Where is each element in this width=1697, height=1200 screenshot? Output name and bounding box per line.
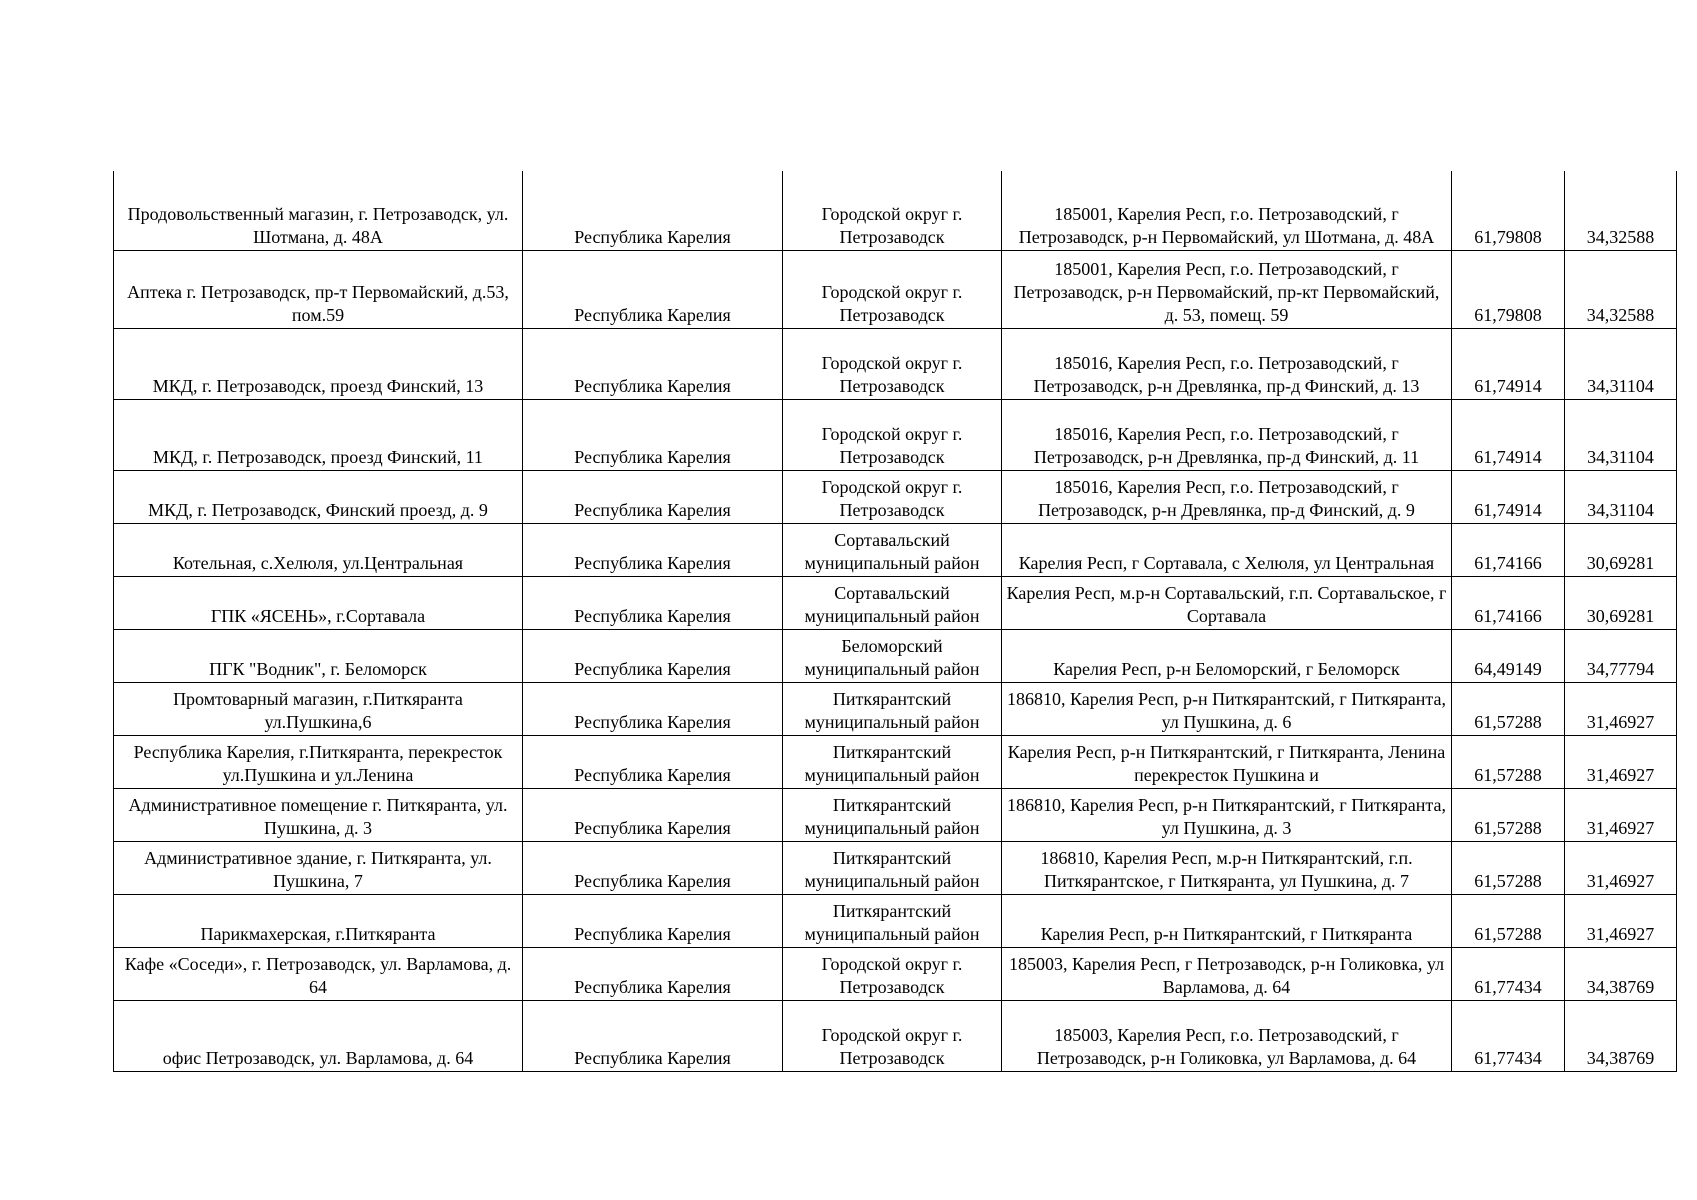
object-name-cell: офис Петрозаводск, ул. Варламова, д. 64: [114, 1000, 523, 1071]
latitude-cell: 61,74914: [1452, 470, 1565, 523]
latitude-cell: 61,74914: [1452, 328, 1565, 399]
address-cell: 185003, Карелия Респ, г.о. Петрозаводский, г Петрозаводск, р-н Голиковка, ул Варламова, д. 64: [1002, 1000, 1452, 1071]
latitude-cell: 61,79808: [1452, 250, 1565, 328]
address-cell: 185001, Карелия Респ, г.о. Петрозаводский, г Петрозаводск, р-н Первомайский, ул Шотмана, д. 48А: [1002, 171, 1452, 250]
object-name-cell: Котельная, с.Хелюля, ул.Центральная: [114, 523, 523, 576]
longitude-cell: 30,69281: [1565, 576, 1677, 629]
district-cell: Городской округ г. Петрозаводск: [783, 171, 1002, 250]
district-cell: Питкярантский муниципальный район: [783, 735, 1002, 788]
object-name-cell: Промтоварный магазин, г.Питкяранта ул.Пушкина,6: [114, 682, 523, 735]
table-row: [114, 399, 1677, 470]
table-row: [114, 470, 1677, 523]
address-cell: Карелия Респ, г Сортавала, с Хелюля, ул Центральная: [1002, 523, 1452, 576]
district-cell: Городской округ г. Петрозаводск: [783, 947, 1002, 1000]
district-cell: Сортавальский муниципальный район: [783, 523, 1002, 576]
address-cell: 185016, Карелия Респ, г.о. Петрозаводский, г Петрозаводск, р-н Древлянка, пр-д Финский, д. 9: [1002, 470, 1452, 523]
district-cell: Городской округ г. Петрозаводск: [783, 250, 1002, 328]
district-cell: Городской округ г. Петрозаводск: [783, 1000, 1002, 1071]
region-cell: Республика Карелия: [523, 682, 783, 735]
object-name-cell: Аптека г. Петрозаводск, пр-т Первомайский, д.53, пом.59: [114, 250, 523, 328]
table-row: [114, 629, 1677, 682]
address-cell: Карелия Респ, р-н Питкярантский, г Питкяранта: [1002, 894, 1452, 947]
region-cell: Республика Карелия: [523, 841, 783, 894]
district-cell: Питкярантский муниципальный район: [783, 682, 1002, 735]
address-cell: Карелия Респ, р-н Питкярантский, г Питкяранта, Ленина перекресток Пушкина и: [1002, 735, 1452, 788]
address-cell: 185003, Карелия Респ, г Петрозаводск, р-н Голиковка, ул Варламова, д. 64: [1002, 947, 1452, 1000]
district-cell: Сортавальский муниципальный район: [783, 576, 1002, 629]
region-cell: Республика Карелия: [523, 171, 783, 250]
longitude-cell: 34,32588: [1565, 171, 1677, 250]
region-cell: Республика Карелия: [523, 788, 783, 841]
longitude-cell: 34,32588: [1565, 250, 1677, 328]
table-row: [114, 894, 1677, 947]
address-cell: 186810, Карелия Респ, р-н Питкярантский, г Питкяранта, ул Пушкина, д. 6: [1002, 682, 1452, 735]
table-row: [114, 682, 1677, 735]
object-name-cell: Кафе «Соседи», г. Петрозаводск, ул. Варламова, д. 64: [114, 947, 523, 1000]
region-cell: Республика Карелия: [523, 894, 783, 947]
latitude-cell: 61,77434: [1452, 947, 1565, 1000]
longitude-cell: 30,69281: [1565, 523, 1677, 576]
table-row: [114, 1000, 1677, 1071]
district-cell: Городской округ г. Петрозаводск: [783, 328, 1002, 399]
latitude-cell: 61,79808: [1452, 171, 1565, 250]
address-cell: 185016, Карелия Респ, г.о. Петрозаводский, г Петрозаводск, р-н Древлянка, пр-д Финский, д. 11: [1002, 399, 1452, 470]
longitude-cell: 34,31104: [1565, 470, 1677, 523]
region-cell: Республика Карелия: [523, 629, 783, 682]
table-row: [114, 250, 1677, 328]
object-name-cell: Продовольственный магазин, г. Петрозаводск, ул. Шотмана, д. 48А: [114, 171, 523, 250]
object-name-cell: ПГК "Водник", г. Беломорск: [114, 629, 523, 682]
district-cell: Беломорский муниципальный район: [783, 629, 1002, 682]
latitude-cell: 61,57288: [1452, 788, 1565, 841]
table-row: [114, 171, 1677, 250]
table-row: [114, 523, 1677, 576]
latitude-cell: 61,74914: [1452, 399, 1565, 470]
region-cell: Республика Карелия: [523, 328, 783, 399]
latitude-cell: 61,57288: [1452, 682, 1565, 735]
district-cell: Питкярантский муниципальный район: [783, 788, 1002, 841]
table-row: [114, 947, 1677, 1000]
region-cell: Республика Карелия: [523, 250, 783, 328]
longitude-cell: 34,31104: [1565, 328, 1677, 399]
region-cell: Республика Карелия: [523, 735, 783, 788]
district-cell: Городской округ г. Петрозаводск: [783, 470, 1002, 523]
district-cell: Питкярантский муниципальный район: [783, 841, 1002, 894]
region-cell: Республика Карелия: [523, 399, 783, 470]
longitude-cell: 34,38769: [1565, 947, 1677, 1000]
latitude-cell: 61,74166: [1452, 523, 1565, 576]
table-row: [114, 841, 1677, 894]
table-row: [114, 328, 1677, 399]
longitude-cell: 31,46927: [1565, 841, 1677, 894]
address-cell: 185001, Карелия Респ, г.о. Петрозаводский, г Петрозаводск, р-н Первомайский, пр-кт Первомайский, д. 53, помещ. 59: [1002, 250, 1452, 328]
object-name-cell: МКД, г. Петрозаводск, проезд Финский, 11: [114, 399, 523, 470]
longitude-cell: 31,46927: [1565, 682, 1677, 735]
region-cell: Республика Карелия: [523, 1000, 783, 1071]
region-cell: Республика Карелия: [523, 523, 783, 576]
object-name-cell: ГПК «ЯСЕНЬ», г.Сортавала: [114, 576, 523, 629]
latitude-cell: 61,57288: [1452, 841, 1565, 894]
region-cell: Республика Карелия: [523, 470, 783, 523]
region-cell: Республика Карелия: [523, 947, 783, 1000]
table-row: [114, 576, 1677, 629]
longitude-cell: 34,77794: [1565, 629, 1677, 682]
locations-table: [113, 171, 1677, 1072]
longitude-cell: 31,46927: [1565, 788, 1677, 841]
longitude-cell: 31,46927: [1565, 894, 1677, 947]
object-name-cell: МКД, г. Петрозаводск, проезд Финский, 13: [114, 328, 523, 399]
object-name-cell: Административное помещение г. Питкяранта, ул. Пушкина, д. 3: [114, 788, 523, 841]
latitude-cell: 61,57288: [1452, 735, 1565, 788]
longitude-cell: 34,38769: [1565, 1000, 1677, 1071]
district-cell: Городской округ г. Петрозаводск: [783, 399, 1002, 470]
latitude-cell: 61,74166: [1452, 576, 1565, 629]
address-cell: 186810, Карелия Респ, м.р-н Питкярантский, г.п. Питкярантское, г Питкяранта, ул Пушкина, д. 7: [1002, 841, 1452, 894]
table-row: [114, 788, 1677, 841]
longitude-cell: 34,31104: [1565, 399, 1677, 470]
table-row: [114, 735, 1677, 788]
object-name-cell: Парикмахерская, г.Питкяранта: [114, 894, 523, 947]
address-cell: 186810, Карелия Респ, р-н Питкярантский, г Питкяранта, ул Пушкина, д. 3: [1002, 788, 1452, 841]
object-name-cell: Республика Карелия, г.Питкяранта, перекресток ул.Пушкина и ул.Ленина: [114, 735, 523, 788]
longitude-cell: 31,46927: [1565, 735, 1677, 788]
latitude-cell: 61,57288: [1452, 894, 1565, 947]
latitude-cell: 64,49149: [1452, 629, 1565, 682]
object-name-cell: МКД, г. Петрозаводск, Финский проезд, д. 9: [114, 470, 523, 523]
address-cell: Карелия Респ, р-н Беломорский, г Беломорск: [1002, 629, 1452, 682]
address-cell: 185016, Карелия Респ, г.о. Петрозаводский, г Петрозаводск, р-н Древлянка, пр-д Финский, д. 13: [1002, 328, 1452, 399]
region-cell: Республика Карелия: [523, 576, 783, 629]
object-name-cell: Административное здание, г. Питкяранта, ул. Пушкина, 7: [114, 841, 523, 894]
district-cell: Питкярантский муниципальный район: [783, 894, 1002, 947]
latitude-cell: 61,77434: [1452, 1000, 1565, 1071]
address-cell: Карелия Респ, м.р-н Сортавальский, г.п. Сортавальское, г Сортавала: [1002, 576, 1452, 629]
